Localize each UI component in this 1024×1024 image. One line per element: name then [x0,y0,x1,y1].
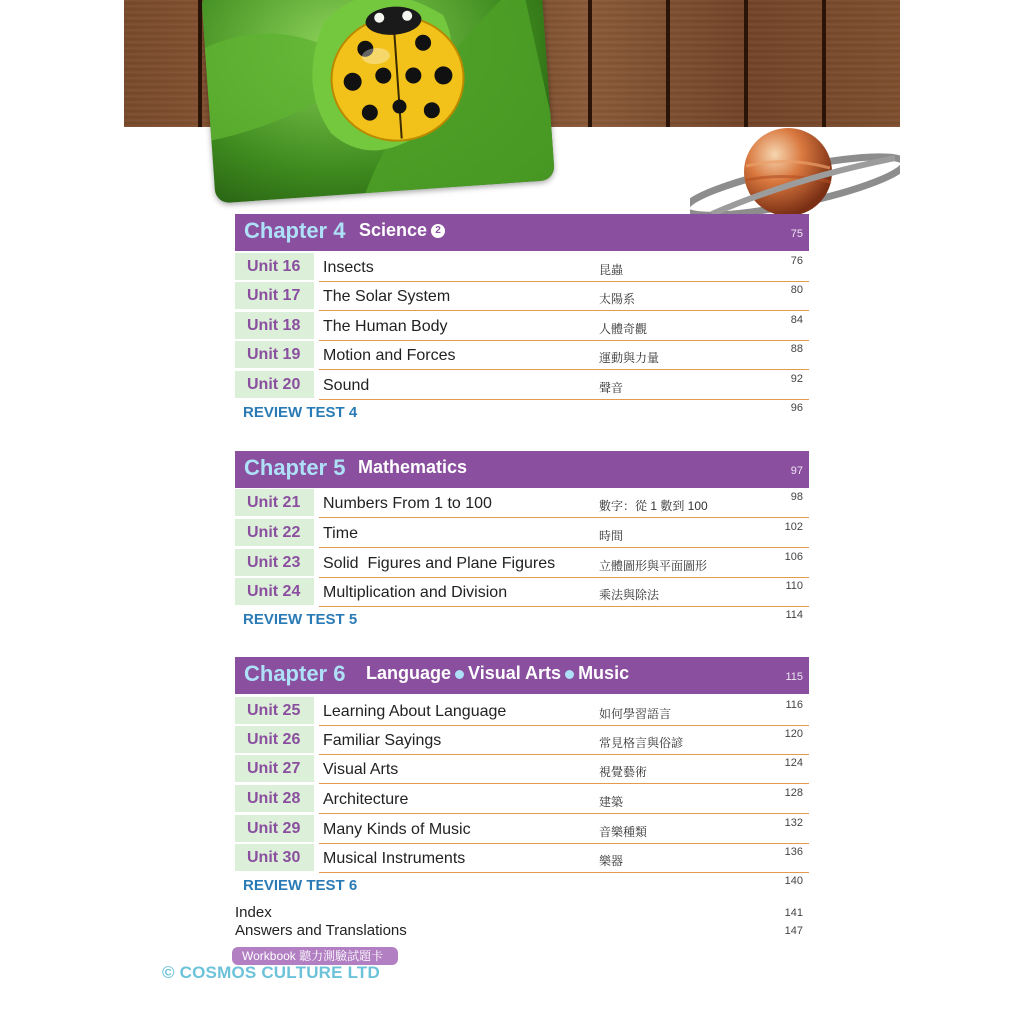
circled-number-badge: 2 [431,224,445,238]
unit-page: 132 [784,817,803,829]
chapter-title: Mathematics [358,457,468,477]
answers-row[interactable] [235,922,809,940]
unit-row[interactable] [235,697,809,725]
unit-chinese-title: 立體圖形與平面圖形 [599,559,708,573]
chapter-page: 75 [790,228,803,240]
unit-page: 98 [790,491,803,503]
unit-row[interactable] [235,578,809,606]
review-test-label: REVIEW TEST 4 [243,404,358,421]
index-page: 141 [784,907,803,919]
unit-title: The Human Body [323,318,448,335]
unit-row[interactable] [235,312,809,340]
unit-page: 80 [790,284,803,296]
unit-row[interactable] [235,282,809,310]
unit-chinese-title: 時間 [599,529,624,543]
chapter-title-text: Science [359,220,428,240]
unit-title: Visual Arts [323,761,399,778]
row-divider [319,547,809,548]
unit-row[interactable] [235,844,809,872]
chapter-label: Chapter 4 [244,218,346,243]
unit-chinese-title: 數字：從 1 數到 100 [599,499,708,513]
row-divider [319,606,809,607]
unit-page: 116 [785,699,803,711]
chapter-5-header [235,451,809,488]
unit-row[interactable] [235,549,809,577]
chapter-label: Chapter 6 [244,661,346,686]
unit-number: Unit 26 [235,726,314,753]
unit-title: Solid Figures and Plane Figures [323,555,556,572]
row-divider [319,813,809,814]
unit-row[interactable] [235,341,809,369]
review-test-row[interactable] [243,611,809,631]
unit-page: 102 [784,521,803,533]
review-test-row[interactable] [243,877,809,897]
unit-row[interactable] [235,371,809,399]
workbook-badge: Workbook 聽力測驗試題卡 [232,947,398,965]
unit-page: 110 [785,580,803,592]
unit-chinese-title: 乘法與除法 [599,588,660,602]
unit-row[interactable] [235,785,809,813]
unit-row[interactable] [235,253,809,281]
unit-page: 92 [790,373,803,385]
unit-chinese-title: 太陽系 [599,292,636,306]
unit-chinese-title: 視覺藝術 [599,765,648,779]
review-test-label: REVIEW TEST 6 [243,877,358,894]
unit-chinese-title: 人體奇觀 [599,322,648,336]
unit-chinese-title: 運動與力量 [599,351,660,365]
unit-page: 84 [790,314,803,326]
unit-number: Unit 28 [235,785,314,812]
unit-number: Unit 25 [235,697,314,724]
index-row[interactable] [235,904,809,922]
unit-chinese-title: 建築 [599,795,624,809]
chapter-page: 115 [785,671,803,683]
unit-page: 136 [784,846,803,858]
review-test-page: 140 [784,875,803,887]
bullet-dot-icon [455,670,464,679]
unit-number: Unit 18 [235,312,314,339]
unit-row[interactable] [235,755,809,783]
copyright-watermark: © COSMOS CULTURE LTD [162,963,380,982]
row-divider [319,783,809,784]
review-test-page: 96 [790,402,803,414]
chapter-4-header [235,214,809,251]
unit-chinese-title: 如何學習語言 [599,707,672,721]
unit-chinese-title: 昆蟲 [599,263,624,277]
unit-row[interactable] [235,519,809,547]
unit-title: Time [323,525,358,542]
review-test-row[interactable] [243,404,809,424]
unit-number: Unit 20 [235,371,314,398]
unit-page: 76 [790,255,803,267]
unit-chinese-title: 音樂種類 [599,825,648,839]
unit-number: Unit 17 [235,282,314,309]
unit-title: Familiar Sayings [323,732,442,749]
review-test-label: REVIEW TEST 5 [243,611,358,628]
unit-number: Unit 29 [235,815,314,842]
unit-title: Musical Instruments [323,850,466,867]
unit-number: Unit 27 [235,755,314,782]
row-divider [319,310,809,311]
unit-title: Numbers From 1 to 100 [323,495,492,512]
unit-number: Unit 19 [235,341,314,368]
unit-chinese-title: 聲音 [599,381,624,395]
saturn-icon [690,128,900,218]
chapter-subject: Music [578,663,630,683]
unit-title: Learning About Language [323,703,507,720]
chapter-title [359,220,445,241]
unit-number: Unit 16 [235,253,314,280]
unit-title: Sound [323,377,370,394]
unit-title: Architecture [323,791,409,808]
unit-title: Many Kinds of Music [323,821,471,838]
row-divider [319,872,809,873]
unit-row[interactable] [235,815,809,843]
unit-title: Motion and Forces [323,347,456,364]
unit-number: Unit 30 [235,844,314,871]
unit-chinese-title: 常見格言與俗諺 [599,736,684,750]
unit-number: Unit 23 [235,549,314,576]
unit-number: Unit 24 [235,578,314,605]
unit-page: 106 [784,551,803,563]
answers-label: Answers and Translations [235,922,407,939]
index-label: Index [235,904,272,921]
unit-title: The Solar System [323,288,451,305]
chapter-subject: Visual Arts [468,663,562,683]
unit-row[interactable] [235,489,809,517]
chapter-title [366,663,629,684]
answers-page: 147 [784,925,803,937]
chapter-subject: Language [366,663,452,683]
row-divider [319,369,809,370]
unit-number: Unit 21 [235,489,314,516]
chapter-6-header [235,657,809,694]
unit-title: Multiplication and Division [323,584,508,601]
unit-number: Unit 22 [235,519,314,546]
ladybug-photo [201,0,555,204]
unit-page: 88 [790,343,803,355]
unit-page: 128 [784,787,803,799]
row-divider [319,517,809,518]
chapter-page: 97 [790,465,803,477]
unit-page: 120 [784,728,803,740]
unit-chinese-title: 樂器 [599,854,624,868]
unit-page: 124 [784,757,803,769]
unit-title: Insects [323,259,374,276]
review-test-page: 114 [785,609,803,621]
row-divider [319,399,809,400]
unit-row[interactable] [235,726,809,754]
bullet-dot-icon [565,670,574,679]
chapter-label: Chapter 5 [244,455,346,480]
